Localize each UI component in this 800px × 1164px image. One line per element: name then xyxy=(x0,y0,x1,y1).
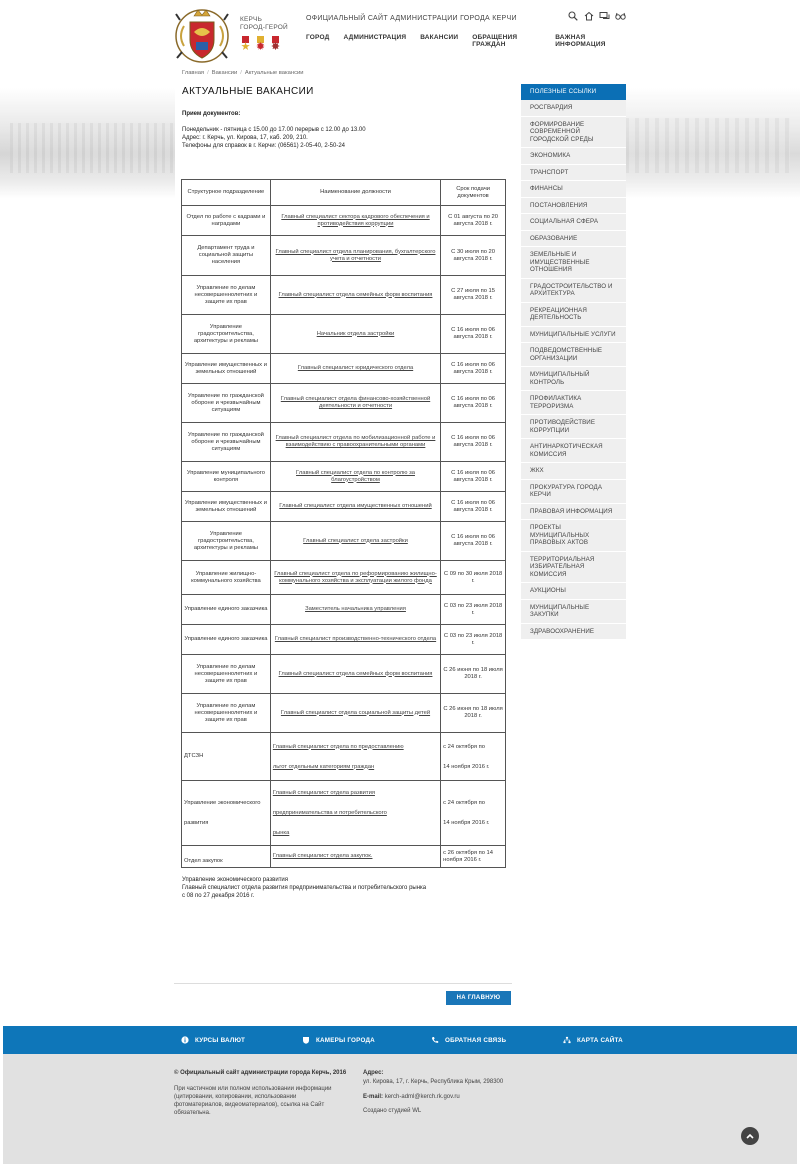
dept-text: Управление жилищно-коммунального хозяйства xyxy=(191,570,261,584)
period-text: С 27 июля по 15 августа 2018 г. xyxy=(451,288,496,301)
position-link[interactable]: Главный специалист юридического отдела xyxy=(297,365,414,371)
dept-text: Управление имущественных и земельных отношений xyxy=(184,361,267,375)
cell-period xyxy=(441,694,506,733)
cell-dept xyxy=(182,522,271,561)
site-title: ОФИЦИАЛЬНЫЙ САЙТ АДМИНИСТРАЦИИ ГОРОДА КЕРЧИ xyxy=(306,15,517,22)
cell-position-line[interactable]: предпринимательства и потребительского xyxy=(272,810,387,816)
dept-text: Управление единого заказчика xyxy=(184,636,268,642)
period-text: С 16 июля по 06 августа 2018 г. xyxy=(451,435,496,448)
cell-position xyxy=(270,846,440,868)
cell-period xyxy=(441,492,506,522)
cell-period-line: с 24 октября по xyxy=(443,800,485,806)
sidebar-link[interactable]: РЕКРЕАЦИОННАЯ ДЕЯТЕЛЬНОСТЬ xyxy=(521,303,626,327)
city-name: КЕРЧЬ xyxy=(240,16,263,23)
table-row xyxy=(182,236,506,276)
medal-gold-star-icon: ★ xyxy=(240,36,251,54)
footer-email-line xyxy=(363,1094,460,1100)
dept-text: Департамент труда и социальной защиты населения xyxy=(197,245,255,265)
cell-position xyxy=(270,561,440,595)
period-text: С 16 июля по 06 августа 2018 г. xyxy=(451,396,496,409)
position-link[interactable]: Главный специалист сектора кадрового обеспечения и противодействия коррупции xyxy=(281,213,430,227)
dept-text: Управление муниципального контроля xyxy=(186,469,265,483)
table-row xyxy=(182,354,506,384)
cell-position-line[interactable]: Главный специалист отдела по предоставлению xyxy=(272,743,404,750)
useful-links-sidebar xyxy=(521,84,626,640)
nav-item-important-info[interactable]: ВАЖНАЯ ИНФОРМАЦИЯ xyxy=(555,34,606,48)
after-line-position: Главный специалист отдела развития предпринимательства и потребительского рынка xyxy=(182,885,427,891)
intro-text xyxy=(182,110,366,150)
cell-position-line[interactable]: Главный специалист отдела развития xyxy=(272,790,375,796)
cell-period xyxy=(441,315,506,354)
chat-icon[interactable] xyxy=(599,10,610,21)
dept-text: Управление по делам несовершеннолетних и защите их прав xyxy=(194,663,258,684)
cell-period xyxy=(441,846,506,868)
cell-position xyxy=(270,315,440,354)
dept-text: Управление по гражданской обороне и чрезвычайным ситуациям xyxy=(187,431,264,452)
sidebar-link[interactable]: ТЕРРИТОРИАЛЬНАЯ ИЗБИРАТЕЛЬНАЯ КОМИССИЯ xyxy=(521,552,626,584)
footer-email-label: E-mail: xyxy=(363,1094,384,1100)
dept-text: Управление имущественных и земельных отношений xyxy=(184,499,267,513)
intro-phones: Телефоны для справок в г. Керчи: (06561) 2-05-40, 2-50-24 xyxy=(182,143,345,149)
cell-period xyxy=(441,595,506,625)
position-link[interactable]: Главный специалист отдела по контролю за благоустройством xyxy=(296,469,415,483)
cell-position xyxy=(270,781,440,846)
period-text: С 30 июля по 20 августа 2018 г. xyxy=(451,248,496,262)
cell-period xyxy=(441,276,506,315)
dept-text: Управление по делам несовершеннолетних и защите их прав xyxy=(194,284,258,305)
intro-heading: Прием документов: xyxy=(182,111,241,117)
cell-dept xyxy=(182,354,271,384)
nav-item-appeals[interactable]: ОБРАЩЕНИЯ ГРАЖДАН xyxy=(472,34,518,48)
table-row xyxy=(182,423,506,462)
cell-period xyxy=(441,733,506,781)
dept-text: Управление по делам несовершеннолетних и защите их прав xyxy=(194,702,258,723)
cell-period xyxy=(441,206,506,236)
sidebar-title: ПОЛЕЗНЫЕ ССЫЛКИ xyxy=(521,84,626,100)
sidebar-link[interactable]: ПРАВОВАЯ ИНФОРМАЦИЯ xyxy=(521,504,626,521)
medal-red-star-icon: ✸ xyxy=(270,36,281,54)
breadcrumb: Главная / Вакансии / Актуальные вакансии xyxy=(182,70,304,76)
table-row xyxy=(182,492,506,522)
cell-position xyxy=(270,694,440,733)
cell-position xyxy=(270,236,440,276)
position-link[interactable]: Главный специалист производственно-технического отдела xyxy=(274,636,437,642)
cell-period xyxy=(441,781,506,846)
position-link[interactable]: Главный специалист отдела по мобилизационной работе и взаимодействию с правоохранительными органами xyxy=(275,435,436,448)
nav-item-administration[interactable]: АДМИНИСТРАЦИЯ xyxy=(343,34,407,41)
cell-dept xyxy=(182,384,271,423)
period-text: С 16 июля по 06 августа 2018 г. xyxy=(451,327,496,340)
table-header-row xyxy=(182,180,506,206)
sidebar-link[interactable]: ПРОТИВОДЕЙСТВИЕ КОРРУПЦИИ xyxy=(521,415,626,439)
footer-email[interactable]: kerch-adml@kerch.rk.gov.ru xyxy=(384,1094,460,1100)
breadcrumb-current: Актуальные вакансии xyxy=(244,70,304,76)
cell-position xyxy=(270,462,440,492)
after-line-period: с 08 по 27 декабря 2016 г. xyxy=(182,893,255,899)
position-link[interactable]: Главный специалист отдела финансово-хозяйственной деятельности и отчетности xyxy=(280,396,431,409)
sidebar-link[interactable]: МУНИЦИПАЛЬНЫЕ УСЛУГИ xyxy=(521,327,626,344)
table-row xyxy=(182,625,506,655)
city-cameras-label: КАМЕРЫ ГОРОДА xyxy=(316,1036,375,1044)
cell-dept xyxy=(182,236,271,276)
period-text: С 01 августа по 20 августа 2018 г. xyxy=(448,213,499,227)
cell-position xyxy=(270,595,440,625)
period-text: С 16 июля по 06 августа 2018 г. xyxy=(451,499,496,513)
period-text: С 16 июля по 06 августа 2018 г. xyxy=(451,469,496,483)
cell-position xyxy=(270,522,440,561)
cell-dept xyxy=(182,694,271,733)
cell-dept xyxy=(182,595,271,625)
cell-period xyxy=(441,354,506,384)
period-text: С 16 июля по 06 августа 2018 г. xyxy=(451,361,496,375)
col-header-period: Срок подачи документов xyxy=(441,180,506,206)
breadcrumb-vacancies[interactable]: Вакансии xyxy=(211,70,238,76)
cell-dept xyxy=(182,625,271,655)
cell-dept xyxy=(182,655,271,694)
cell-period xyxy=(441,462,506,492)
cell-period xyxy=(441,655,506,694)
cell-position xyxy=(270,206,440,236)
sidebar-link[interactable]: РОСГВАРДИЯ xyxy=(521,100,626,117)
table-row xyxy=(182,315,506,354)
vacancies-table xyxy=(181,179,506,868)
sidebar-link[interactable]: ГРАДОСТРОИТЕЛЬСТВО И АРХИТЕКТУРА xyxy=(521,279,626,303)
period-text: С 03 по 23 июля 2018 г. xyxy=(443,632,503,646)
cell-dept xyxy=(182,423,271,462)
cell-dept xyxy=(182,781,271,846)
site-header xyxy=(174,6,626,66)
sidebar-link[interactable]: МУНИЦИПАЛЬНЫЕ ЗАКУПКИ xyxy=(521,600,626,624)
cell-period-line: 14 ноября 2016 г. xyxy=(443,763,490,770)
position-link[interactable]: Главный специалист отдела семейных форм воспитания xyxy=(278,670,433,677)
dept-text: Управление единого заказчика xyxy=(184,606,268,612)
accessibility-glasses-icon[interactable] xyxy=(615,10,626,21)
position-link[interactable]: Начальник отдела застройки xyxy=(316,330,395,337)
col-header-position: Наименование должности xyxy=(270,180,440,206)
footer-links-bar xyxy=(3,1026,797,1054)
sidebar-link[interactable]: ОБРАЗОВАНИЕ xyxy=(521,231,626,248)
sidebar-link[interactable]: ПОДВЕДОМСТВЕННЫЕ ОРГАНИЗАЦИИ xyxy=(521,343,626,367)
sitemap-link[interactable] xyxy=(563,1026,623,1054)
medals xyxy=(240,36,281,54)
home-icon[interactable] xyxy=(583,10,594,21)
table-row xyxy=(182,846,506,868)
feedback-label: ОБРАТНАЯ СВЯЗЬ xyxy=(445,1036,507,1044)
cell-dept xyxy=(182,206,271,236)
position-link[interactable]: Главный специалист отдела по реформированию жилищно-коммунального хозяйства и эксплуатации жилого фонда xyxy=(274,570,437,584)
table-row xyxy=(182,733,506,781)
dept-text: Управление градостроительства, архитектуры и рекламы xyxy=(193,530,258,551)
position-link[interactable]: Главный специалист отдела закупок. xyxy=(272,853,373,859)
logo-text xyxy=(240,16,288,32)
sidebar-link[interactable]: ЗДРАВООХРАНЕНИЕ xyxy=(521,624,626,641)
cell-period xyxy=(441,561,506,595)
cell-dept xyxy=(182,276,271,315)
sitemap-label: КАРТА САЙТА xyxy=(577,1036,623,1044)
table-row xyxy=(182,655,506,694)
dept-text: Управление градостроительства, архитектуры и рекламы xyxy=(193,323,258,344)
cell-dept xyxy=(182,462,271,492)
cell-position xyxy=(270,423,440,462)
sitemap-icon xyxy=(563,1036,571,1044)
sidebar-link[interactable]: ПРОКУРАТУРА ГОРОДА КЕРЧИ xyxy=(521,480,626,504)
feedback-link[interactable] xyxy=(431,1026,506,1054)
sidebar-link[interactable]: ФОРМИРОВАНИЕ СОВРЕМЕННОЙ ГОРОДСКОЙ СРЕДЫ xyxy=(521,117,626,149)
position-link[interactable]: Главный специалист отдела семейных форм воспитания xyxy=(278,291,433,298)
nav-item-city[interactable]: ГОРОД xyxy=(306,34,330,41)
table-row xyxy=(182,462,506,492)
table-row xyxy=(182,276,506,315)
cell-period xyxy=(441,384,506,423)
main-nav xyxy=(306,34,626,48)
currency-rates-link[interactable] xyxy=(181,1026,245,1054)
position-link[interactable]: Заместитель начальника управления xyxy=(305,606,406,612)
dept-text: ДТСЗН xyxy=(184,753,204,759)
cell-position xyxy=(270,354,440,384)
period-text: С 03 по 23 июля 2018 г. xyxy=(443,602,503,616)
sidebar-link[interactable]: АНТИНАРКОТИЧЕСКАЯ КОМИССИЯ xyxy=(521,439,626,463)
sidebar-link[interactable]: ПРОФИЛАКТИКА ТЕРРОРИЗМА xyxy=(521,391,626,415)
currency-rates-label: КУРСЫ ВАЛЮТ xyxy=(195,1036,246,1044)
home-button[interactable]: НА ГЛАВНУЮ xyxy=(446,991,511,1005)
footer-note: При частичном или полном использовании информации (цитировании, копировании, использовании фотоматериалов, видеоматериалов), ссылка на Сайт обязательна. xyxy=(174,1086,332,1116)
sidebar-link[interactable]: ЖКХ xyxy=(521,463,626,480)
dept-text: Управление по гражданской обороне и чрезвычайным ситуациям xyxy=(187,392,264,413)
phone-icon xyxy=(431,1036,439,1044)
cell-dept xyxy=(182,561,271,595)
sidebar-link[interactable]: ПОСТАНОВЛЕНИЯ xyxy=(521,198,626,215)
cell-position xyxy=(270,733,440,781)
cell-position xyxy=(270,492,440,522)
content-divider xyxy=(174,983,512,984)
page-title: АКТУАЛЬНЫЕ ВАКАНСИИ xyxy=(182,86,314,97)
dept-text: Отдел закупок xyxy=(184,858,223,864)
position-link[interactable]: Главный специалист отдела застройки xyxy=(303,537,408,544)
cell-position xyxy=(270,655,440,694)
cell-dept xyxy=(182,846,271,868)
position-link[interactable]: Главный специалист отдела планирования, бухгалтерского учета и отчетности xyxy=(275,248,436,262)
period-text: С 26 июня по 18 июля 2018 г. xyxy=(443,706,503,719)
sidebar-link[interactable]: АУКЦИОНЫ xyxy=(521,583,626,600)
cell-dept xyxy=(182,492,271,522)
sidebar-link[interactable]: ЭКОНОМИКА xyxy=(521,148,626,165)
cell-dept xyxy=(182,315,271,354)
cell-period xyxy=(441,423,506,462)
sidebar-link[interactable]: СОЦИАЛЬНАЯ СФЕРА xyxy=(521,214,626,231)
header-icons xyxy=(567,10,626,21)
background-sketch-right xyxy=(625,88,800,198)
cell-period xyxy=(441,522,506,561)
city-cameras-link[interactable] xyxy=(302,1026,375,1054)
cell-dept xyxy=(182,733,271,781)
intro-address: Адрес: г. Керчь, ул. Кирова, 17, каб. 209, 210. xyxy=(182,135,308,141)
cell-period-line: 14 ноября 2016 г. xyxy=(443,820,490,826)
cell-position-line[interactable]: льгот отдельным категориям граждан xyxy=(272,763,375,770)
breadcrumb-home[interactable]: Главная xyxy=(182,70,205,76)
cell-position-line[interactable]: рынка xyxy=(272,830,290,836)
cell-dept-line: Управление экономического xyxy=(184,800,261,806)
position-link[interactable]: Главный специалист отдела имущественных отношений xyxy=(279,503,432,509)
period-text: С 09 по 30 июля 2018 г. xyxy=(443,570,503,584)
table-row xyxy=(182,206,506,236)
table-row xyxy=(182,384,506,423)
sidebar-link[interactable]: ПРОЕКТЫ МУНИЦИПАЛЬНЫХ ПРАВОВЫХ АКТОВ xyxy=(521,520,626,552)
sidebar-link[interactable]: ФИНАНСЫ xyxy=(521,181,626,198)
footer-address: ул. Кирова, 17, г. Керчь, Республика Крым, 298300 xyxy=(363,1079,504,1085)
intro-hours: Понедельник - пятница с 15.00 до 17.00 перерыв с 12.00 до 13.00 xyxy=(182,127,366,133)
position-link[interactable]: Главный специалист отдела социальной защиты детей xyxy=(280,709,431,716)
coat-of-arms-logo[interactable] xyxy=(174,6,230,64)
col-header-dept: Структурное подразделение xyxy=(182,180,271,206)
table-row xyxy=(182,522,506,561)
table-row xyxy=(182,694,506,733)
dept-text: Отдел по работе с кадрами и наградами xyxy=(186,213,266,227)
cell-period-line: с 24 октября по xyxy=(443,743,485,750)
chevron-up-icon xyxy=(746,1133,754,1139)
shield-icon xyxy=(302,1036,310,1044)
table-row xyxy=(182,595,506,625)
cell-period xyxy=(441,236,506,276)
footer-address-label: Адрес: xyxy=(363,1070,384,1076)
info-icon xyxy=(181,1036,189,1044)
footer-copyright: © Официальный сайт администрации города Керчь, 2016 xyxy=(174,1070,347,1076)
period-text: С 16 июля по 06 августа 2018 г. xyxy=(451,534,496,547)
background-sketch-left xyxy=(0,88,175,198)
cell-dept-line: развития xyxy=(184,820,209,826)
cell-position xyxy=(270,276,440,315)
cell-position xyxy=(270,384,440,423)
cell-position xyxy=(270,625,440,655)
sidebar-link[interactable]: ЗЕМЕЛЬНЫЕ И ИМУЩЕСТВЕННЫЕ ОТНОШЕНИЯ xyxy=(521,247,626,279)
table-row xyxy=(182,561,506,595)
after-line-dept: Управление экономического развития xyxy=(182,877,289,883)
table-row xyxy=(182,781,506,846)
period-text: с 26 октября по 14 ноября 2016 г. xyxy=(443,849,494,863)
city-status: ГОРОД-ГЕРОЙ xyxy=(240,24,288,31)
footer-studio[interactable]: Создано студией WL xyxy=(363,1108,422,1114)
sidebar-link[interactable]: ТРАНСПОРТ xyxy=(521,165,626,182)
site-footer xyxy=(3,1054,797,1164)
search-icon[interactable] xyxy=(567,10,578,21)
period-text: С 26 июня по 18 июля 2018 г. xyxy=(443,667,503,680)
after-table-text xyxy=(182,876,426,900)
medal-order-icon: ✹ xyxy=(255,36,266,54)
cell-period xyxy=(441,625,506,655)
nav-item-vacancies[interactable]: ВАКАНСИИ xyxy=(420,34,459,41)
sidebar-link[interactable]: МУНИЦИПАЛЬНЫЙ КОНТРОЛЬ xyxy=(521,367,626,391)
scroll-to-top-button[interactable] xyxy=(741,1127,759,1145)
